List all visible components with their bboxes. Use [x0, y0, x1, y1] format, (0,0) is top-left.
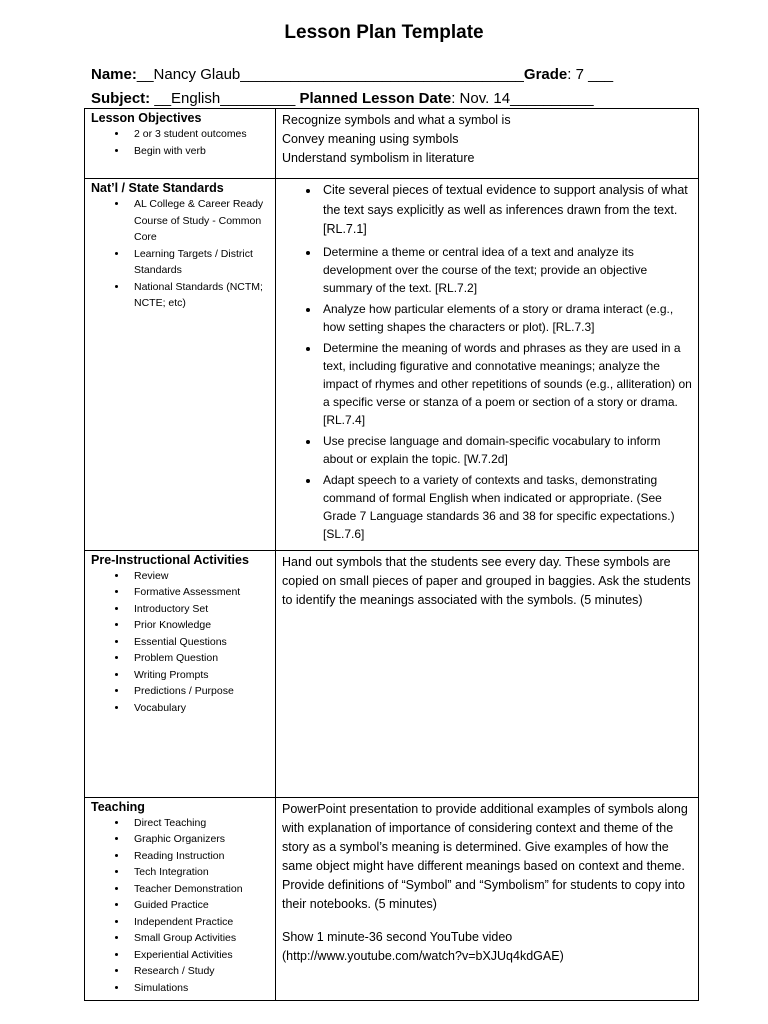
name-grade-line [91, 66, 613, 83]
standard-item: • Cite several pieces of textual evidence to support analysis of what the text says explicitly as well as inferences drawn from the text. [RL.7.1] [320, 181, 692, 240]
hint-item: • National Standards (NCTM; NCTE; etc) [128, 279, 269, 312]
standard-item: • Adapt speech to a variety of contexts and tasks, demonstrating command of formal English when indicated or appropriate. (See Grade 7 Language standards 36 and 38 for specific expectations.) [SL.7.6] [320, 471, 692, 543]
objectives-row [85, 109, 699, 179]
standards-list [282, 181, 692, 543]
pre-instructional-text: Hand out symbols that the students see every day. These symbols are copied on small pieces of paper and grouped in baggies. Ask the students to identify the meanings associated with the symbols. (5 minutes) [282, 554, 691, 607]
hint-item: • Problem Question [128, 650, 269, 667]
teaching-text: PowerPoint presentation to provide additional examples of symbols along with explanation of importance of considering context and theme of the story as a symbol’s meaning is determined. Give examples of how the same object might have different meanings based on context and theme. Provide definitions of “Symbol” and “Symbolism” for students to copy into their notebooks. (5 minutes) [282, 801, 688, 911]
objectives-heading: Lesson Objectives [91, 111, 202, 125]
lesson-plan-table [84, 108, 699, 1001]
objective-line: Understand symbolism in literature [282, 151, 475, 165]
grade-label: Grade [523, 66, 568, 83]
objectives-content-cell [276, 109, 699, 179]
teaching-video-text: Show 1 minute-36 second YouTube video (http://www.youtube.com/watch?v=bXJUq4kdGAE) [282, 929, 564, 963]
standard-item: • Determine a theme or central idea of a text and analyze its development over the course of the text; provide an objective summary of the text. [RL.7.2] [320, 243, 692, 297]
standards-content-cell [276, 179, 699, 551]
pre-instructional-hints [91, 568, 269, 717]
standards-row [85, 179, 699, 551]
hint-item: • Introductory Set [128, 601, 269, 618]
hint-item: • Simulations [128, 980, 269, 997]
teaching-hints [91, 815, 269, 997]
teaching-content-cell [276, 797, 699, 1001]
subject-date-line [91, 90, 594, 107]
standards-heading: Nat’l / State Standards [91, 181, 224, 195]
standard-item: • Determine the meaning of words and phrases as they are used in a text, including figurative and connotative meanings; analyze the impact of rhymes and other repetitions of sounds (e.g., alliteration) on a specific verse or stanza of a poem or section of a story or drama. [RL.7.4] [320, 339, 692, 429]
hint-item: • Predictions / Purpose [128, 683, 269, 700]
hint-item: • Reading Instruction [128, 848, 269, 865]
teaching-row [85, 797, 699, 1001]
date-value: : Nov. 14__________ [451, 90, 594, 107]
hint-item: • Essential Questions [128, 634, 269, 651]
pre-instructional-row [85, 550, 699, 797]
subject-label: Subject: [91, 90, 151, 107]
hint-item: • Experiential Activities [128, 947, 269, 964]
objectives-label-cell [85, 109, 276, 179]
standards-label-cell [85, 179, 276, 551]
standard-item: • Analyze how particular elements of a story or drama interact (e.g., how setting shapes the characters or plot). [RL.7.3] [320, 300, 692, 336]
hint-item: • 2 or 3 student outcomes [128, 126, 269, 143]
hint-item: • Direct Teaching [128, 815, 269, 832]
pre-instructional-heading: Pre-Instructional Activities [91, 552, 249, 567]
standards-hints [91, 196, 269, 312]
hint-item: • Research / Study [128, 963, 269, 980]
hint-item: • Writing Prompts [128, 667, 269, 684]
standard-item: • Use precise language and domain-specific vocabulary to inform about or explain the topic. [W.7.2d] [320, 432, 692, 468]
hint-item: • Review [128, 568, 269, 585]
name-label: Name: [91, 66, 137, 83]
hint-item: • Graphic Organizers [128, 831, 269, 848]
hint-item: • Begin with verb [128, 143, 269, 160]
hint-item: • Tech Integration [128, 864, 269, 881]
hint-item: • AL College & Career Ready Course of Study - Common Core [128, 196, 269, 246]
teaching-heading: Teaching [91, 799, 145, 814]
teaching-label-cell [85, 797, 276, 1001]
grade-value: : 7 ___ [567, 66, 614, 83]
objective-line: Convey meaning using symbols [282, 132, 459, 146]
objectives-hints [91, 126, 269, 159]
hint-item: • Guided Practice [128, 897, 269, 914]
hint-item: • Small Group Activities [128, 930, 269, 947]
pre-instructional-label-cell [85, 550, 276, 797]
hint-item: • Learning Targets / District Standards [128, 246, 269, 279]
hint-item: • Vocabulary [128, 700, 269, 717]
date-label: Planned Lesson Date [299, 90, 452, 107]
subject-value: __English_________ [150, 90, 300, 107]
pre-instructional-content-cell [276, 550, 699, 797]
hint-item: • Formative Assessment [128, 584, 269, 601]
page-title: Lesson Plan Template [284, 22, 484, 43]
hint-item: • Teacher Demonstration [128, 881, 269, 898]
hint-item: • Independent Practice [128, 914, 269, 931]
objective-line: Recognize symbols and what a symbol is [282, 113, 511, 127]
name-value: __Nancy Glaub__________________________________ [136, 66, 524, 83]
hint-item: • Prior Knowledge [128, 617, 269, 634]
